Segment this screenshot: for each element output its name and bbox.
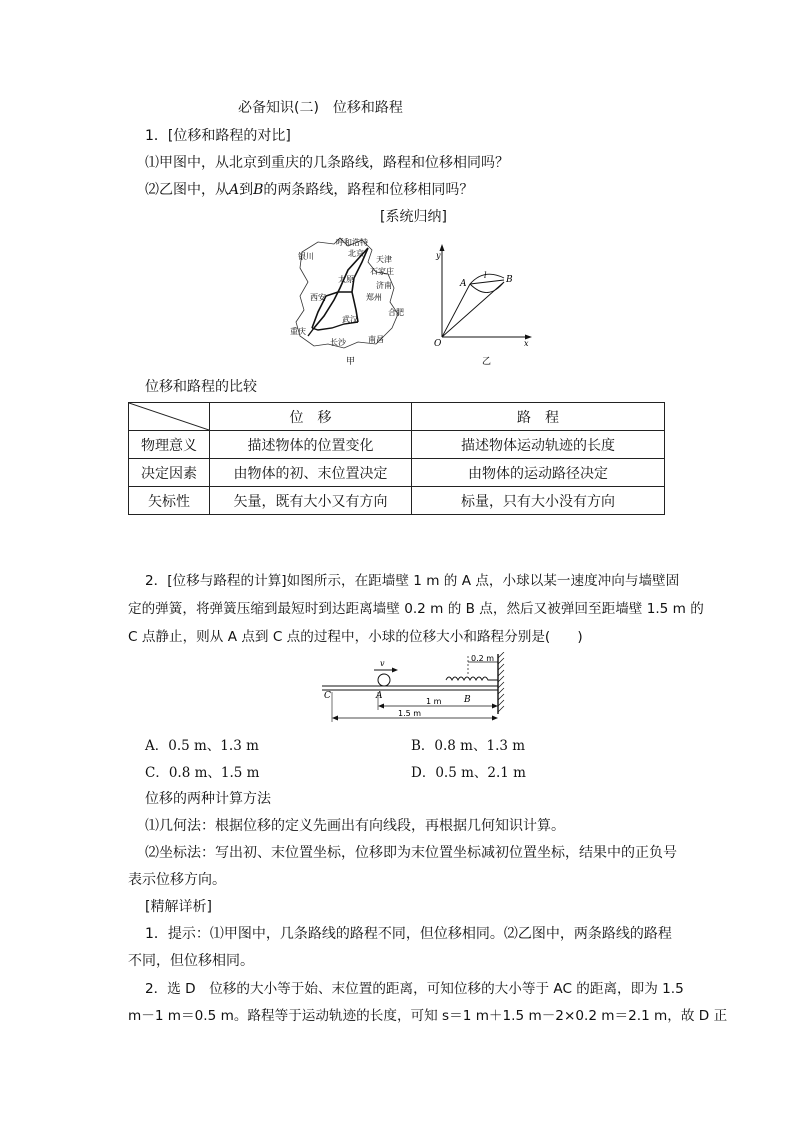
city-label: 合肥 bbox=[388, 308, 404, 317]
method-2: ⑵坐标法：写出初、末位置坐标，位移即为末位置坐标减初位置坐标，结果中的正负号 bbox=[145, 845, 677, 861]
spring-figure bbox=[318, 652, 508, 724]
city-label: 银川 bbox=[298, 252, 314, 261]
answer-1-cont: 不同，但位移相同。 bbox=[128, 953, 254, 969]
summary-label: [系统归纳] bbox=[380, 209, 447, 225]
figure-caption: 乙 bbox=[482, 357, 492, 367]
answer-2-cont: m－1 m＝0.5 m。路程等于运动轨迹的长度，可知 s＝1 m＋1.5 m－2×0.2 m＝2.1 m，故 D 正 bbox=[128, 1008, 728, 1024]
q2-line: 定的弹簧，将弹簧压缩到最短时到达距离墙壁 0.2 m 的 B 点，然后又被弹回至距墙壁 1.5 m 的 bbox=[128, 601, 704, 617]
city-label: 郑州 bbox=[366, 293, 382, 302]
q1-heading: 1．[位移和路程的对比] bbox=[145, 128, 291, 144]
table-row bbox=[129, 487, 665, 515]
q1-sub2: ⑵乙图中，从A到B的两条路线，路程和位移相同吗？ bbox=[145, 182, 474, 198]
point-c-label: C bbox=[324, 691, 331, 701]
velocity-label: v bbox=[380, 659, 385, 668]
axis-y-label: y bbox=[436, 251, 441, 260]
option-b: B．0.8 m、1.3 m bbox=[411, 738, 526, 754]
table-cell: 物理意义 bbox=[129, 431, 210, 459]
city-label: 长沙 bbox=[330, 338, 346, 347]
city-label: 太原 bbox=[338, 275, 354, 284]
dimension-label: 1 m bbox=[426, 697, 442, 706]
table-row bbox=[129, 459, 665, 487]
answer-1: 1．提示：⑴甲图中，几条路线的路程不同，但位移相同。⑵乙图中，两条路线的路程 bbox=[145, 926, 672, 942]
answers-label: [精解详析] bbox=[145, 899, 212, 915]
point-b-label: B bbox=[464, 695, 471, 705]
path-l-label: l bbox=[484, 271, 487, 280]
section-title: 必备知识(二) 位移和路程 bbox=[238, 100, 403, 116]
coordinate-figure bbox=[432, 242, 542, 368]
origin-label: O bbox=[434, 339, 442, 349]
table-cell: 矢量，既有大小又有方向 bbox=[210, 487, 412, 515]
diagonal-line bbox=[129, 403, 209, 430]
city-label: 济南 bbox=[376, 281, 392, 290]
city-label: 天津 bbox=[376, 255, 392, 264]
city-label: 重庆 bbox=[290, 327, 306, 336]
table-header: 路 程 bbox=[412, 403, 665, 431]
city-label: 石家庄 bbox=[370, 267, 394, 276]
table-cell: 决定因素 bbox=[129, 459, 210, 487]
table-cell: 描述物体运动轨迹的长度 bbox=[412, 431, 665, 459]
figure-caption: 甲 bbox=[346, 357, 356, 367]
q2-line: C 点静止，则从 A 点到 C 点的过程中，小球的位移大小和路程分别是( ) bbox=[128, 629, 583, 645]
table-cell: 由物体的运动路径决定 bbox=[412, 459, 665, 487]
answer-2: 2．选 D 位移的大小等于始、末位置的距离，可知位移的大小等于 AC 的距离，即为 1.5 bbox=[145, 981, 684, 997]
table-cell: 标量，只有大小没有方向 bbox=[412, 487, 665, 515]
axis-x-label: x bbox=[524, 339, 529, 348]
map-figure bbox=[288, 232, 418, 372]
compare-table bbox=[128, 402, 665, 515]
dimension-label: 1.5 m bbox=[398, 709, 422, 718]
dimension-label: 0.2 m bbox=[471, 654, 495, 663]
method-2-cont: 表示位移方向。 bbox=[128, 872, 226, 888]
q1-sub1: ⑴甲图中，从北京到重庆的几条路线，路程和位移相同吗？ bbox=[145, 155, 509, 171]
table-corner-cell bbox=[129, 403, 210, 431]
city-label: 西安 bbox=[310, 293, 326, 302]
city-label: 武汉 bbox=[342, 315, 358, 324]
table-cell: 由物体的初、末位置决定 bbox=[210, 459, 412, 487]
city-label: 北京 bbox=[348, 249, 364, 258]
q2-line: 2．[位移与路程的计算]如图所示，在距墙壁 1 m 的 A 点，小球以某一速度冲向与墙壁固 bbox=[145, 573, 680, 589]
option-c: C．0.8 m、1.5 m bbox=[145, 765, 260, 781]
table-header: 位 移 bbox=[210, 403, 412, 431]
city-label: 呼和浩特 bbox=[336, 238, 368, 247]
table-row bbox=[129, 431, 665, 459]
methods-title: 位移的两种计算方法 bbox=[145, 791, 271, 807]
point-a-label: A bbox=[376, 691, 383, 701]
table-cell: 描述物体的位置变化 bbox=[210, 431, 412, 459]
point-a-label: A bbox=[460, 279, 467, 289]
table-cell: 矢标性 bbox=[129, 487, 210, 515]
city-label: 南昌 bbox=[368, 335, 384, 344]
option-a: A．0.5 m、1.3 m bbox=[145, 738, 259, 754]
point-b-label: B bbox=[506, 275, 513, 285]
option-d: D．0.5 m、2.1 m bbox=[411, 765, 526, 781]
method-1: ⑴几何法：根据位移的定义先画出有向线段，再根据几何知识计算。 bbox=[145, 818, 565, 834]
table-header-row bbox=[129, 403, 665, 431]
compare-title: 位移和路程的比较 bbox=[145, 379, 257, 395]
